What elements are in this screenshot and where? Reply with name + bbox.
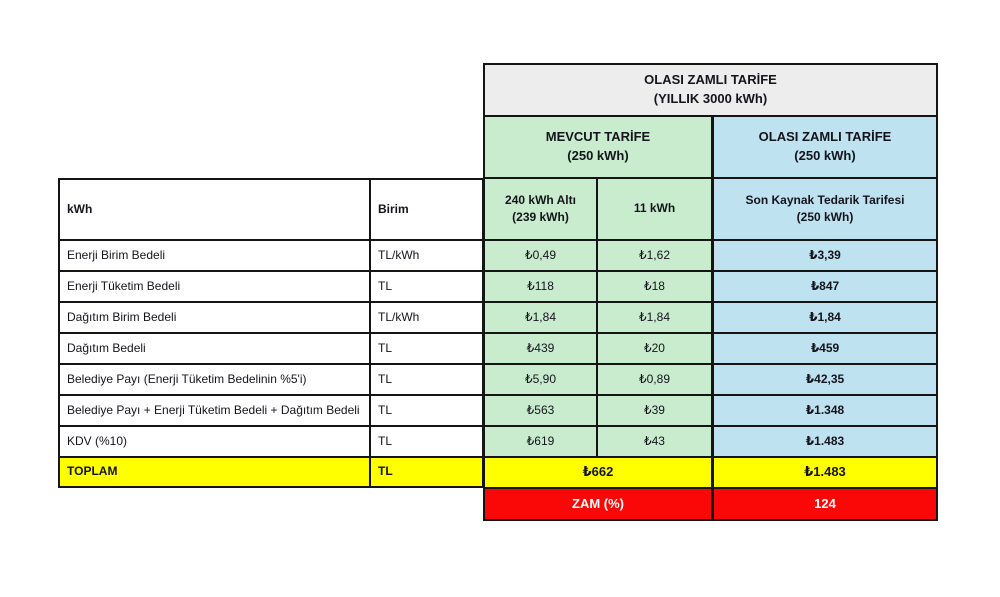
table-title-line1: OLASI ZAMLI TARİFE [644, 72, 777, 88]
cell-son-kaynak: ₺459 [712, 333, 938, 364]
column-header-son-kaynak-line2: (250 kWh) [796, 210, 854, 224]
cell-son-kaynak: ₺42,35 [712, 364, 938, 395]
column-header-son-kaynak-line1: Son Kaynak Tedarik Tarifesi [745, 192, 905, 207]
cell-11kwh: ₺18 [597, 271, 712, 302]
cell-under240: ₺563 [483, 395, 597, 426]
row-label: Belediye Payı + Enerji Tüketim Bedeli + Dağıtım Bedeli [58, 395, 370, 426]
cell-11kwh: ₺1,84 [597, 302, 712, 333]
cell-11kwh: ₺39 [597, 395, 712, 426]
group-header-current [483, 116, 712, 178]
row-unit: TL [370, 333, 483, 364]
group-header-current-line2: (250 kWh) [567, 148, 629, 163]
column-header-son-kaynak [712, 178, 938, 240]
group-header-current-line1: MEVCUT TARİFE [545, 129, 651, 145]
cell-under240: ₺0,49 [483, 240, 597, 271]
row-unit: TL/kWh [370, 240, 483, 271]
row-unit: TL [370, 395, 483, 426]
total-row-label: TOPLAM [58, 457, 370, 488]
table-title [483, 63, 938, 116]
row-label: Enerji Birim Bedeli [58, 240, 370, 271]
column-header-under240 [483, 178, 597, 240]
group-header-proposed-line2: (250 kWh) [794, 148, 856, 163]
row-unit: TL/kWh [370, 302, 483, 333]
cell-under240: ₺5,90 [483, 364, 597, 395]
increase-label: ZAM (%) [483, 488, 712, 521]
cell-son-kaynak: ₺1.483 [712, 426, 938, 457]
cell-11kwh: ₺1,62 [597, 240, 712, 271]
total-row-unit: TL [370, 457, 483, 488]
column-header-unit: Birim [370, 178, 483, 240]
cell-son-kaynak: ₺1,84 [712, 302, 938, 333]
row-label: Enerji Tüketim Bedeli [58, 271, 370, 302]
row-label: Dağıtım Bedeli [58, 333, 370, 364]
group-header-proposed-line1: OLASI ZAMLI TARİFE [758, 129, 892, 145]
total-proposed-value: ₺1.483 [712, 457, 938, 488]
row-unit: TL [370, 364, 483, 395]
group-header-proposed [712, 116, 938, 178]
cell-son-kaynak: ₺3,39 [712, 240, 938, 271]
cell-under240: ₺439 [483, 333, 597, 364]
row-label: KDV (%10) [58, 426, 370, 457]
cell-11kwh: ₺43 [597, 426, 712, 457]
row-unit: TL [370, 271, 483, 302]
table-title-line2: (YILLIK 3000 kWh) [653, 91, 768, 106]
column-header-under240-line2: (239 kWh) [512, 210, 569, 224]
cell-under240: ₺1,84 [483, 302, 597, 333]
increase-value: 124 [712, 488, 938, 521]
cell-under240: ₺118 [483, 271, 597, 302]
cell-11kwh: ₺0,89 [597, 364, 712, 395]
tariff-grid [58, 63, 938, 521]
column-header-item: kWh [58, 178, 370, 240]
total-current-value: ₺662 [483, 457, 712, 488]
row-label: Dağıtım Birim Bedeli [58, 302, 370, 333]
cell-under240: ₺619 [483, 426, 597, 457]
column-header-under240-line1: 240 kWh Altı [505, 192, 576, 207]
cell-son-kaynak: ₺847 [712, 271, 938, 302]
column-header-11kwh: 11 kWh [597, 178, 712, 240]
row-label: Belediye Payı (Enerji Tüketim Bedelinin %5'i) [58, 364, 370, 395]
row-unit: TL [370, 426, 483, 457]
cell-11kwh: ₺20 [597, 333, 712, 364]
cell-son-kaynak: ₺1.348 [712, 395, 938, 426]
